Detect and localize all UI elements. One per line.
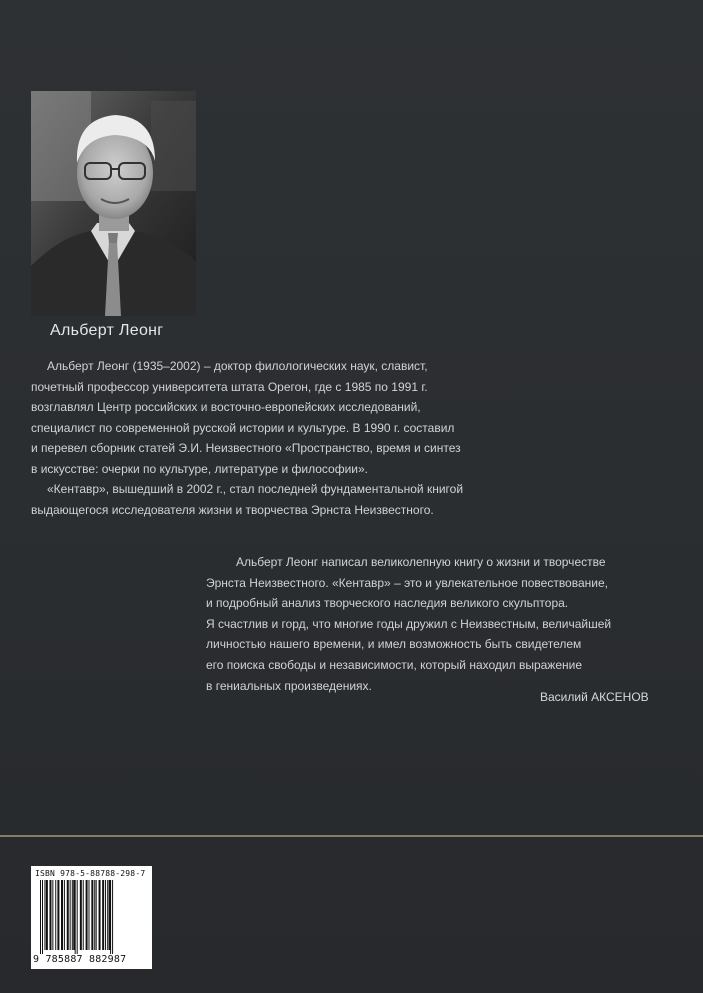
bio-line: в искусстве: очерки по культуре, литературе и философии». (31, 461, 369, 476)
divider-line (0, 835, 703, 837)
bio-line: почетный профессор университета штата Орегон, где с 1985 по 1991 г. (31, 379, 428, 394)
ean-digits: 9 785887 882987 (33, 954, 127, 965)
author-bio (31, 356, 501, 520)
quote-line: личностью нашего времени, и имел возможность быть свидетелем (206, 637, 582, 652)
review-quote (206, 552, 666, 696)
bio-line: «Кентавр», вышедший в 2002 г., стал последней фундаментальной книгой (47, 482, 464, 496)
author-photo (31, 91, 196, 316)
isbn-barcode (31, 866, 152, 969)
quote-line: в гениальных произведениях. (206, 678, 372, 693)
author-name: Альберт Леонг (50, 322, 164, 339)
bio-line: и перевел сборник статей Э.И. Неизвестного «Пространство, время и синтез (31, 441, 461, 455)
barcode-bars-icon (40, 880, 145, 954)
bio-line: выдающегося исследователя жизни и творчества Эрнста Неизвестного. (31, 502, 434, 517)
quote-line: его поиска свободы и независимости, который находил выражение (206, 657, 583, 672)
quote-line: и подробный анализ творческого наследия великого скульптора. (206, 596, 569, 611)
quote-line: Эрнста Неизвестного. «Кентавр» – это и увлекательное повествование, (206, 575, 608, 590)
quote-line: Я счастлив и горд, что многие годы дружил с Неизвестным, величайшей (206, 616, 612, 631)
bio-line: Альберт Леонг (1935–2002) – доктор филологических наук, славист, (47, 359, 428, 373)
bio-line: возглавлял Центр российских и восточно-европейских исследований, (31, 400, 421, 414)
quote-signature: Василий АКСЕНОВ (540, 690, 649, 704)
bio-line: специалист по современной русской истории и культуре. В 1990 г. составил (31, 420, 455, 435)
quote-line: Альберт Леонг написал великолепную книгу о жизни и творчестве (236, 555, 606, 569)
isbn-text: ISBN 978-5-88788-298-7 (35, 869, 146, 878)
